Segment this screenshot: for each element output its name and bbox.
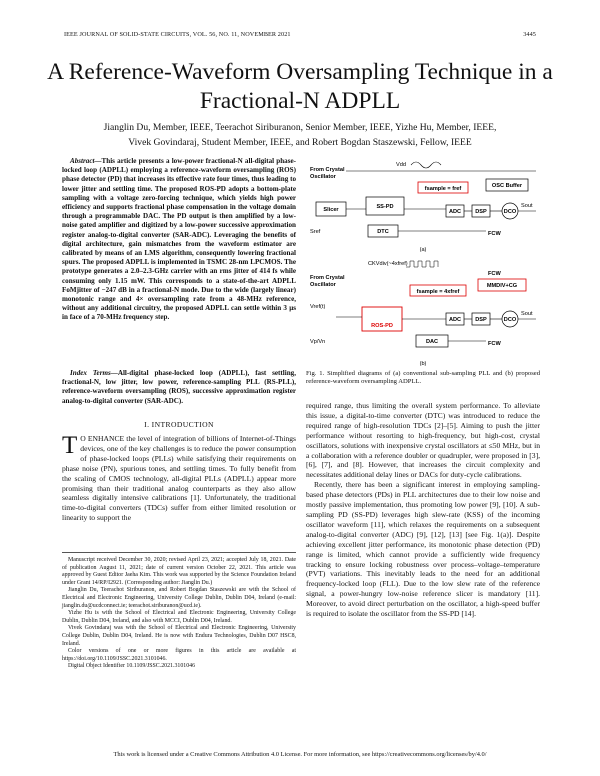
sout-b-label: Sout [521, 311, 533, 317]
footnote: Jianglin Du, Teerachot Siriburanon, and Robert Bogdan Staszewski are with the School of Electrical and Electronic Engineering, University College Dublin, Dublin D04, Ireland (e-mail: jianglin.du@ucdconnect.ie; teerachot.siriburanon@ucd.ie). [62, 587, 296, 609]
crystal-label: From Crystal [310, 167, 345, 173]
diagram-a [310, 162, 536, 253]
fsample-a-label: fsample = fref [424, 186, 462, 192]
index-terms [62, 369, 296, 406]
author-list [30, 120, 570, 150]
footnote: Manuscript received December 30, 2020; revised April 23, 2021; accepted July 18, 2021. Date of publication August 11, 2021; date of current version October 22, 2021. This article was approved by Guest Editor Jaeha Kim. This work was supported by the Science Foundation Ireland under Grant 14/RP/I2921. (Corresponding author: Jianglin Du.) [62, 557, 296, 586]
body-paragraph: Recently, there has been a significant interest in employing sampling-based phase detectors (PDs) in PLL architectures due to their low noise and mostly passive implementation, thus promoting low power [9], [10]. A sub-sampling PD (SS-PD) leverages high slew-rate (KSS) of the incoming oscillator waveform [11], which relaxes the requirements on a subsequent analog-to-digital converter (ADC) [9], [12], [13] [see Fig. 1(a)]. Despite achieving excellent jitter performance, its monotonic phase detection (PD) range is limited, which cannot provide a sufficiently wide frequency tracking to ensure locking robustness over process–voltage–temperature (PVT) variations. This inevitably leads to the need for an additional frequency-locked loop (FLL). Due to the low slew rate of the reference signal, a power-hungry low-noise reference slicer is mandatory [11]. Moreover, to avoid direct perturbation on the oscillator, a high-speed buffer is required to isolate the oscillator from the SS-PD [14]. [306, 480, 540, 619]
footnote: Color versions of one or more figures in this article are available at https://doi.org/10.1109/JSSC.2021.3101046. [62, 648, 296, 662]
dsp-label: DSP [475, 209, 487, 215]
crystal-b-label: From Crystal [310, 275, 345, 281]
ros-pd-label: ROS-PD [371, 323, 393, 329]
mmdiv-label: MMDIV+CG [486, 283, 518, 289]
abstract-text: This article presents a low-power fractional-N all-digital phase-locked loop (ADPLL) employing a reference-waveform oversampling (ROS) phase detector (PD) that increases its effective rate four times, thus leading to lower jitter and settling time. The proposed ROS-PD adopts a bottom-plate sampling with a voltage zero-forcing technique, which yields high power efficiency and supports fractional phase compensation in the voltage domain through a programmable DAC. The PD output is then amplified by a low-noise gated amplifier and digitized by a low-power successive approximation register analog-to-digital converter (SAR-ADC). Leveraging the benefits of digital architecture, gain mismatches from the waveform estimator are calibrated by means of an LMS algorithm, consequently lowering fractional spurs. The proposed ADPLL is implemented in TSMC 28-nm LPCMOS. The prototype generates a 2.0–2.3-GHz carrier with an rms jitter of 414 fs while consuming only 1.15 mW. This corresponds to a state-of-the-art ADPLL FoMjitter of −247 dB in a fractional-N mode. Due to the wide (largely linear) monotonic range and 4× oversampling rate from a 48-MHz reference, without any additional circuitry, the proposed ADPLL can settle within 3 μs in face of a 70-MHz frequency step. [62, 157, 296, 322]
osc-buffer-label: OSC Buffer [491, 183, 523, 189]
fcw-b-label: FCW [488, 271, 501, 277]
sref-label: Sref [310, 229, 321, 235]
author-line-1: Jianglin Du, Member, IEEE, Teerachot Siriburanon, Senior Member, IEEE, Yizhe Hu, Member, IEEE, [103, 122, 497, 133]
footnote: Vivek Govindaraj was with the School of Electrical and Electronic Engineering, University College Dublin, Dublin D04, Ireland. He is now with Endura Technologies, Dublin D07 HSC8, Ireland. [62, 625, 296, 647]
vref-label: Vref(t) [310, 304, 326, 310]
dtc-label: DTC [377, 229, 389, 235]
right-column-body [306, 401, 540, 619]
fsample-b-label: fsample = 4xfref [416, 289, 460, 295]
fcw-a-label: FCW [488, 231, 501, 237]
vp-vn-label: Vp/Vn [310, 339, 326, 345]
footnote: Digital Object Identifier 10.1109/JSSC.2021.3101046 [68, 663, 196, 670]
index-terms-label: Index Terms— [70, 369, 118, 377]
dco-label: DCO [503, 209, 517, 215]
subfig-a-label: (a) [419, 247, 427, 253]
oscillator-label: Oscillator [310, 174, 336, 180]
dac-label: DAC [425, 339, 439, 345]
dco-b-label: DCO [503, 317, 517, 323]
figure-caption: Fig. 1. Simplified diagrams of (a) conventional sub-sampling PLL and (b) proposed reference-waveform oversampling ADPLL. [306, 370, 540, 386]
introduction-text [62, 434, 296, 523]
subfig-b-label: (b) [419, 361, 427, 367]
abstract [62, 157, 296, 323]
figure-1 [306, 157, 540, 369]
journal-name: IEEE JOURNAL OF SOLID-STATE CIRCUITS, VOL. 56, NO. 11, NOVEMBER 2021 [64, 31, 291, 38]
vdd-label: Vdd [396, 162, 406, 168]
footnotes [62, 552, 296, 671]
running-header [64, 31, 536, 38]
fcw-b2-label: FCW [488, 341, 501, 347]
drop-cap: T [62, 432, 78, 459]
adc-label: ADC [448, 209, 462, 215]
dsp-b-label: DSP [475, 317, 487, 323]
index-terms-text: All-digital phase-locked loop (ADPLL), fast settling, fractional-N, low jitter, low power, reference-sampling PLL (RS-PLL), reference-waveform oversampling (ROS), successive approximation register analog-to-digital converter (SAR-ADC). [62, 369, 296, 405]
diagram-b [310, 261, 536, 367]
slicer-label: Slicer [323, 207, 339, 213]
footnote: Yizhe Hu is with the School of Electrical and Electronic Engineering, University College Dublin, Dublin D04, Ireland, and also with MCCI, Dublin D04, Ireland. [62, 610, 296, 624]
sout-a-label: Sout [521, 203, 533, 209]
abstract-label: Abstract— [70, 157, 102, 165]
block-diagram [306, 157, 540, 369]
page-number: 3445 [523, 31, 536, 38]
ss-pd-label: SS-PD [376, 204, 394, 210]
section-heading: I. INTRODUCTION [144, 420, 214, 429]
paper-title: A Reference-Waveform Oversampling Technique in a Fractional-N ADPLL [47, 59, 553, 114]
intro-paragraph: O ENHANCE the level of integration of billions of Internet-of-Things devices, one of the key challenges is to reduce the power consumption of phase-locked loops (PLLs) while satisfying their requirements on phase noise (PN), spurious tones, and settling times. To fully benefit from the scaling of CMOS technology, all-digital PLLs (ADPLL) appear more promising than their traditional analog counterparts as they also allow seamless digitally intensive calibrations [1]. Unfortunately, the traditional time-to-digital converters (TDCs) suffer from either limited resolution or linearity to support the [62, 434, 296, 523]
license-footer: This work is licensed under a Creative Commons Attribution 4.0 License. For more information, see https://creativecommons.org/licenses/by/4.0/ [113, 751, 487, 758]
adc-b-label: ADC [448, 317, 462, 323]
ckv-label: CKVdiv(~4xfref) [368, 261, 408, 267]
author-line-2: Vivek Govindaraj, Student Member, IEEE, and Robert Bogdan Staszewski, Fellow, IEEE [128, 137, 472, 148]
oscillator-b-label: Oscillator [310, 282, 336, 288]
body-paragraph: required range, thus limiting the overall system performance. To alleviate this issue, a digital-to-time converter (DTC) was introduced to reduce the required range of high-resolution TDCs [2]–[5]. Aiming to push the jitter performance without resorting to high-frequency, but high-cost, crystal oscillators, solutions with inexpensive crystal oscillators at ≤50 MHz, but in a collaboration with a reference doubler or quadrupler, were proposed in [3], [6], [7], and [8]. However, that increases the circuit complexity and necessitates additional delay lines or DACs for duty-cycle calibrations. [306, 401, 540, 480]
